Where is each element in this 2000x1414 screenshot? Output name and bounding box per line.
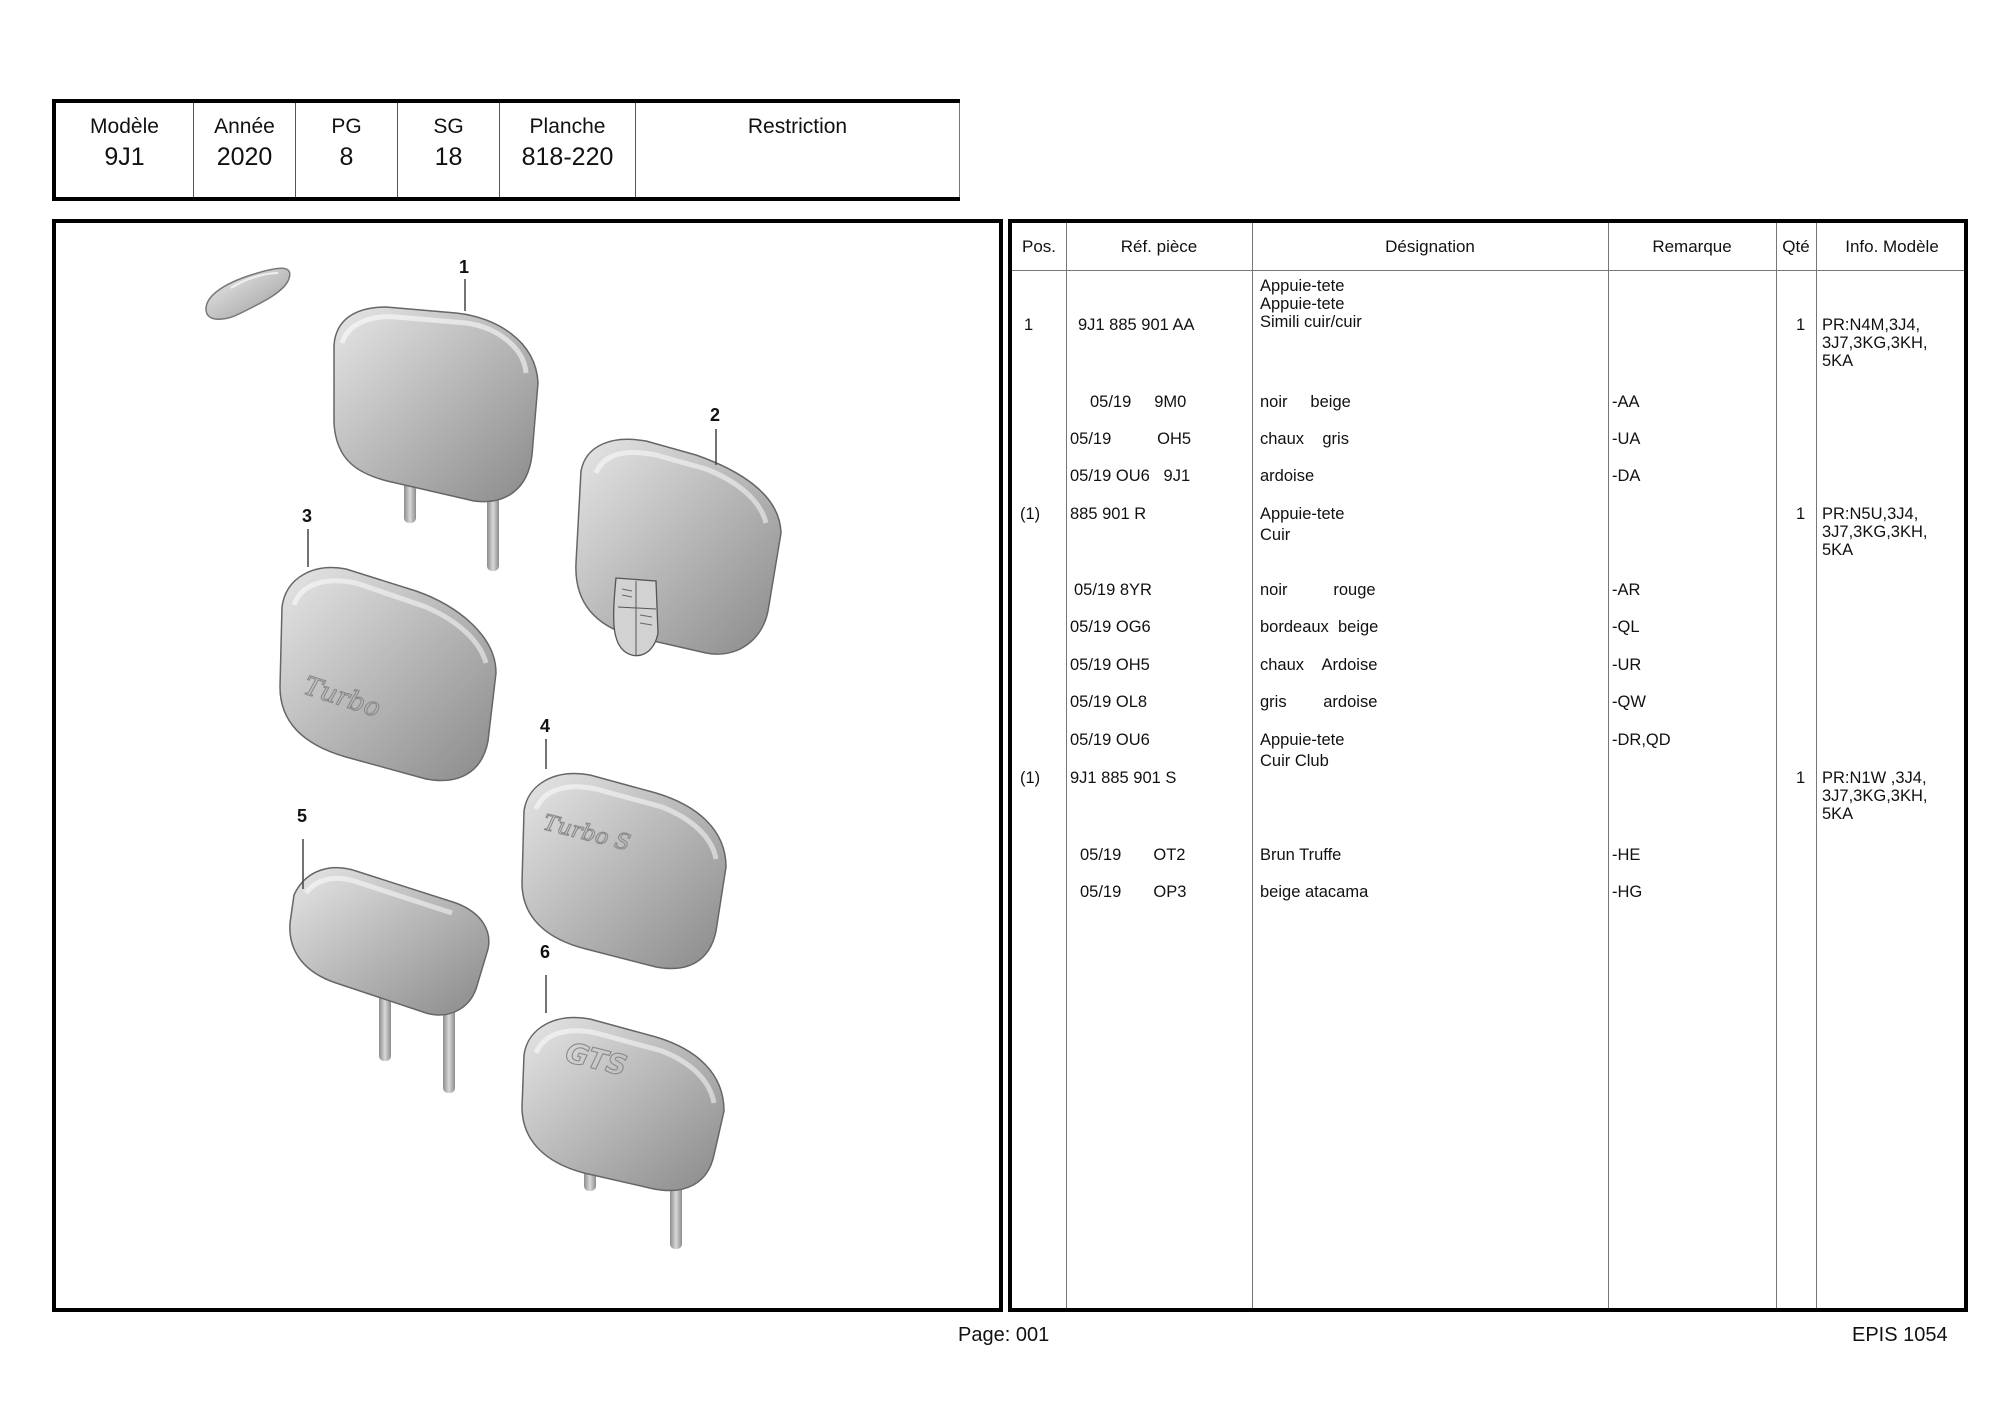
- designation-cell: Cuir: [1260, 526, 1291, 544]
- variant-code-cell: 05/19 OP3: [1080, 883, 1187, 901]
- variant-colour-cell: chaux Ardoise: [1260, 656, 1378, 674]
- remark-cell: -AR: [1612, 581, 1641, 599]
- headrest-part-1: [334, 257, 538, 571]
- remark-cell: -UA: [1612, 430, 1641, 448]
- designation-cell: Appuie-tete: [1260, 731, 1345, 749]
- variant-code-cell: 05/19 8YR: [1074, 581, 1152, 599]
- parts-table: [1008, 219, 1968, 1312]
- callout-1: 1: [459, 257, 470, 277]
- header-value: 9J1: [104, 143, 145, 171]
- illustration-panel: [52, 219, 1003, 1312]
- variant-colour-cell: beige atacama: [1260, 883, 1369, 901]
- column-header-remarque: Remarque: [1652, 237, 1732, 256]
- document-code: EPIS 1054: [1852, 1324, 1948, 1346]
- column-divider: [1252, 223, 1253, 1308]
- callout-4: 4: [540, 716, 551, 736]
- headrest-part-5: [290, 806, 489, 1093]
- turbo-s-script-icon: Turbo S: [540, 810, 633, 857]
- header-col-planche: [500, 103, 636, 197]
- callout-2: 2: [710, 405, 721, 425]
- ref-cell: 9J1 885 901 S: [1070, 769, 1177, 787]
- qty-cell: 1: [1796, 769, 1806, 787]
- headrest-illustration: [56, 223, 999, 1308]
- turbo-script-icon: Turbo: [299, 671, 385, 725]
- header-col-modele: [56, 103, 194, 197]
- header-col-pg: [296, 103, 398, 197]
- column-divider: [1608, 223, 1609, 1308]
- variant-colour-cell: chaux gris: [1260, 430, 1349, 448]
- column-header-qte: Qté: [1782, 237, 1810, 256]
- variant-code-cell: 05/19 OH5: [1070, 430, 1192, 448]
- header-value: 18: [434, 143, 463, 171]
- variant-code-cell: 05/19 OH5: [1070, 656, 1150, 674]
- variant-colour-cell: gris ardoise: [1260, 693, 1378, 711]
- headrest-part-6: [522, 942, 724, 1249]
- header-label: Année: [214, 115, 275, 138]
- variant-code-cell: 05/19 OU6: [1070, 731, 1150, 749]
- crest-emblem-icon: [614, 578, 658, 656]
- remark-cell: -DA: [1612, 467, 1641, 485]
- column-header-info: Info. Modèle: [1845, 237, 1939, 256]
- headrest-part-3: [280, 506, 496, 780]
- designation-cell: Appuie-tete: [1260, 505, 1345, 523]
- ref-cell: 885 901 R: [1070, 505, 1147, 523]
- callout-3: 3: [302, 506, 313, 526]
- variant-colour-cell: ardoise: [1260, 467, 1315, 485]
- qty-cell: 1: [1796, 316, 1806, 334]
- gts-logo-icon: GTS: [562, 1035, 631, 1083]
- variant-colour-cell: Brun Truffe: [1260, 846, 1342, 864]
- header-value: 8: [339, 143, 354, 171]
- column-header-pos: Pos.: [1021, 237, 1057, 256]
- model-info-cell: PR:N4M,3J4, 3J7,3KG,3KH, 5KA: [1822, 316, 1928, 370]
- variant-code-cell: 05/19 9M0: [1090, 393, 1187, 411]
- headrest-part-2: [576, 405, 781, 656]
- column-divider: [1816, 223, 1817, 1308]
- remark-cell: -QW: [1612, 693, 1646, 711]
- column-divider: [1776, 223, 1777, 1308]
- vehicle-thumbnail-icon: [206, 268, 290, 319]
- qty-cell: 1: [1796, 505, 1806, 523]
- variant-colour-cell: noir rouge: [1260, 581, 1376, 599]
- remark-cell: -UR: [1612, 656, 1642, 674]
- header-col-restriction: [636, 103, 960, 197]
- column-header-designation: Désignation: [1385, 237, 1475, 256]
- callout-6: 6: [540, 942, 551, 962]
- header-col-annee: [194, 103, 296, 197]
- header-divider: [1012, 270, 1964, 271]
- model-info-cell: PR:N1W ,3J4, 3J7,3KG,3KH, 5KA: [1822, 769, 1928, 823]
- header-table: [52, 99, 960, 201]
- pos-cell: 1: [1024, 316, 1034, 334]
- pos-cell: (1): [1020, 505, 1041, 523]
- remark-cell: -HE: [1612, 846, 1641, 864]
- ref-cell: 9J1 885 901 AA: [1078, 316, 1195, 334]
- header-label: PG: [331, 115, 362, 138]
- column-header-ref: Réf. pièce: [1120, 237, 1198, 256]
- header-value: 2020: [216, 143, 273, 171]
- header-value: 818-220: [521, 143, 614, 171]
- header-label: Restriction: [747, 115, 848, 138]
- remark-cell: -QL: [1612, 618, 1640, 636]
- variant-code-cell: 05/19 OT2: [1080, 846, 1186, 864]
- remark-cell: -DR,QD: [1612, 731, 1671, 749]
- variant-colour-cell: noir beige: [1260, 393, 1351, 411]
- remark-cell: -HG: [1612, 883, 1643, 901]
- header-label: Modèle: [90, 115, 159, 138]
- callout-5: 5: [297, 806, 308, 826]
- header-label: Planche: [529, 115, 606, 138]
- variant-code-cell: 05/19 OU6 9J1: [1070, 467, 1191, 485]
- variant-code-cell: 05/19 OG6: [1070, 618, 1151, 636]
- variant-colour-cell: bordeaux beige: [1260, 618, 1379, 636]
- column-divider: [1066, 223, 1067, 1308]
- designation-cell: Appuie-tete Appuie-tete Simili cuir/cuir: [1260, 277, 1362, 331]
- model-info-cell: PR:N5U,3J4, 3J7,3KG,3KH, 5KA: [1822, 505, 1928, 559]
- designation-cell: Cuir Club: [1260, 752, 1329, 770]
- page-number: Page: 001: [958, 1324, 1050, 1346]
- header-col-sg: [398, 103, 500, 197]
- pos-cell: (1): [1020, 769, 1041, 787]
- headrest-part-4: [522, 716, 726, 969]
- remark-cell: -AA: [1612, 393, 1640, 411]
- variant-code-cell: 05/19 OL8: [1070, 693, 1148, 711]
- header-label: SG: [433, 115, 464, 138]
